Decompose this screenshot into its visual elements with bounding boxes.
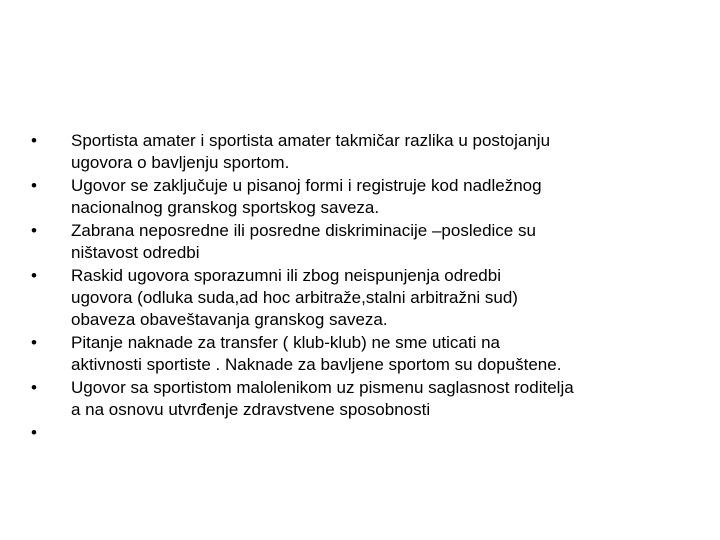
bullet-icon: • [31, 423, 37, 442]
bullet-item-2 [28, 175, 698, 219]
bullet-icon: • [31, 176, 37, 195]
bullet-line: obaveza obaveštavanja granskog saveza. [71, 310, 388, 329]
bullet-item-7-empty [28, 422, 698, 444]
bullet-line: Ugovor se zaključuje u pisanoj formi i registruje kod nadležnog [71, 176, 542, 195]
bullet-item-3 [28, 220, 698, 264]
bullet-line: a na osnovu utvrđenje zdravstvene sposobnosti [71, 400, 431, 419]
bullet-item-5 [28, 332, 698, 376]
bullet-item-1 [28, 130, 698, 174]
bullet-icon: • [31, 266, 37, 285]
bullet-line: ugovora (odluka suda,ad hoc arbitraže,stalni arbitražni sud) [71, 288, 518, 307]
bullet-line: Zabrana neposredne ili posredne diskriminacije –posledice su [71, 221, 536, 240]
bullet-list [28, 130, 698, 445]
bullet-line: Raskid ugovora sporazumni ili zbog neispunjenja odredbi [71, 266, 501, 285]
bullet-item-6 [28, 377, 698, 421]
bullet-icon: • [31, 131, 37, 150]
bullet-icon: • [31, 221, 37, 240]
bullet-icon: • [31, 333, 37, 352]
bullet-line: ništavost odredbi [71, 243, 200, 262]
bullet-line: aktivnosti sportiste . Naknade za bavljene sportom su dopuštene. [71, 355, 562, 374]
bullet-line: nacionalnog granskog sportskog saveza. [71, 198, 380, 217]
bullet-icon: • [31, 378, 37, 397]
bullet-line: Sportista amater i sportista amater takmičar razlika u postojanju [71, 131, 551, 150]
bullet-item-4 [28, 265, 698, 331]
bullet-line: Ugovor sa sportistom malolenikom uz pismenu saglasnost roditelja [71, 378, 574, 397]
bullet-line: ugovora o bavljenju sportom. [71, 153, 290, 172]
bullet-line: Pitanje naknade za transfer ( klub-klub) ne sme uticati na [71, 333, 501, 352]
